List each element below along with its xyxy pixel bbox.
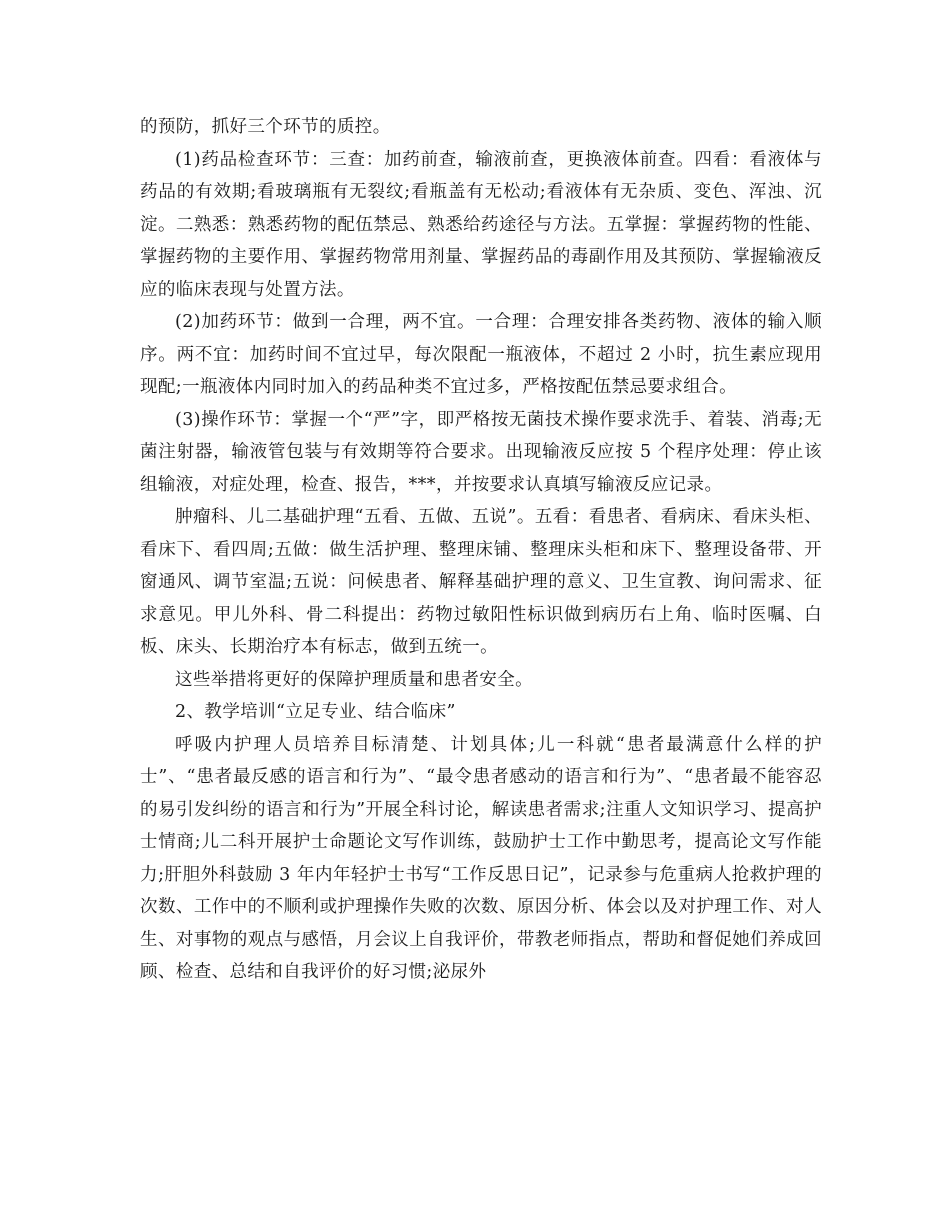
paragraph-operation: (3)操作环节：掌握一个“严”字，即严格按无菌技术操作要求洗手、着装、消毒;无菌注射器，输液管包装与有效期等符合要求。出现输液反应按 5 个程序处理：停止该组输液，对症处理，检查、报告，***，并按要求认真填写输液反应记录。 — [140, 409, 822, 495]
document-page — [140, 111, 822, 989]
paragraph-prevention-intro: 的预防，抓好三个环节的质控。 — [140, 117, 391, 137]
paragraph-drug-inspection: (1)药品检查环节：三查：加药前查，输液前查，更换液体前查。四看：看液体与药品的有效期;看玻璃瓶有无裂纹;看瓶盖有无松动;看液体有无杂质、变色、浑浊、沉淀。二熟悉：熟悉药物的配伍禁忌、熟悉给药途径与方法。五掌握：掌握药物的性能、掌握药物的主要作用、掌握药物常用剂量、掌握药品的毒副作用及其预防、掌握输液反应的临床表现与处置方法。 — [140, 149, 822, 300]
paragraph-dosing: (2)加药环节：做到一合理，两不宜。一合理：合理安排各类药物、液体的输入顺序。两不宜：加药时间不宜过早，每次限配一瓶液体，不超过 2 小时，抗生素应现用现配;一瓶液体内同时加入的药品种类不宜过多，严格按配伍禁忌要求组合。 — [140, 312, 822, 397]
paragraph-basic-nursing: 肿瘤科、儿二基础护理“五看、五做、五说”。五看：看患者、看病床、看床头柜、看床下、看四周;五做：做生活护理、整理床铺、整理床头柜和床下、整理设备带、开窗通风、调节室温;五说：问候患者、解释基础护理的意义、卫生宣教、询问需求、征求意见。甲儿外科、骨二科提出：药物过敏阳性标识做到病历右上角、临时医嘱、白板、床头、长期治疗本有标志，做到五统一。 — [140, 507, 822, 657]
section-heading-teaching: 2、教学培训“立足专业、结合临床” — [175, 702, 456, 722]
paragraph-safety: 这些举措将更好的保障护理质量和患者安全。 — [175, 669, 533, 690]
paragraph-teaching-training: 呼吸内护理人员培养目标清楚、计划具体;儿一科就“患者最满意什么样的护士”、“患者最反感的语言和行为”、“最令患者感动的语言和行为”、“患者最不能容忍的易引发纠纷的语言和行为”开展全科讨论，解读患者需求;注重人文知识学习、提高护士情商;儿二科开展护士命题论文写作训练，鼓励护士工作中勤思考，提高论文写作能力;肝胆外科鼓励 3 年内年轻护士书写“工作反思日记”，记录参与危重病人抢救护理的次数、工作中的不顺利或护理操作失败的次数、原因分析、体会以及对护理工作、对人生、对事物的观点与感悟，月会议上自我评价，带教老师指点，帮助和督促她们养成回顾、检查、总结和自我评价的好习惯;泌尿外 — [140, 734, 822, 982]
